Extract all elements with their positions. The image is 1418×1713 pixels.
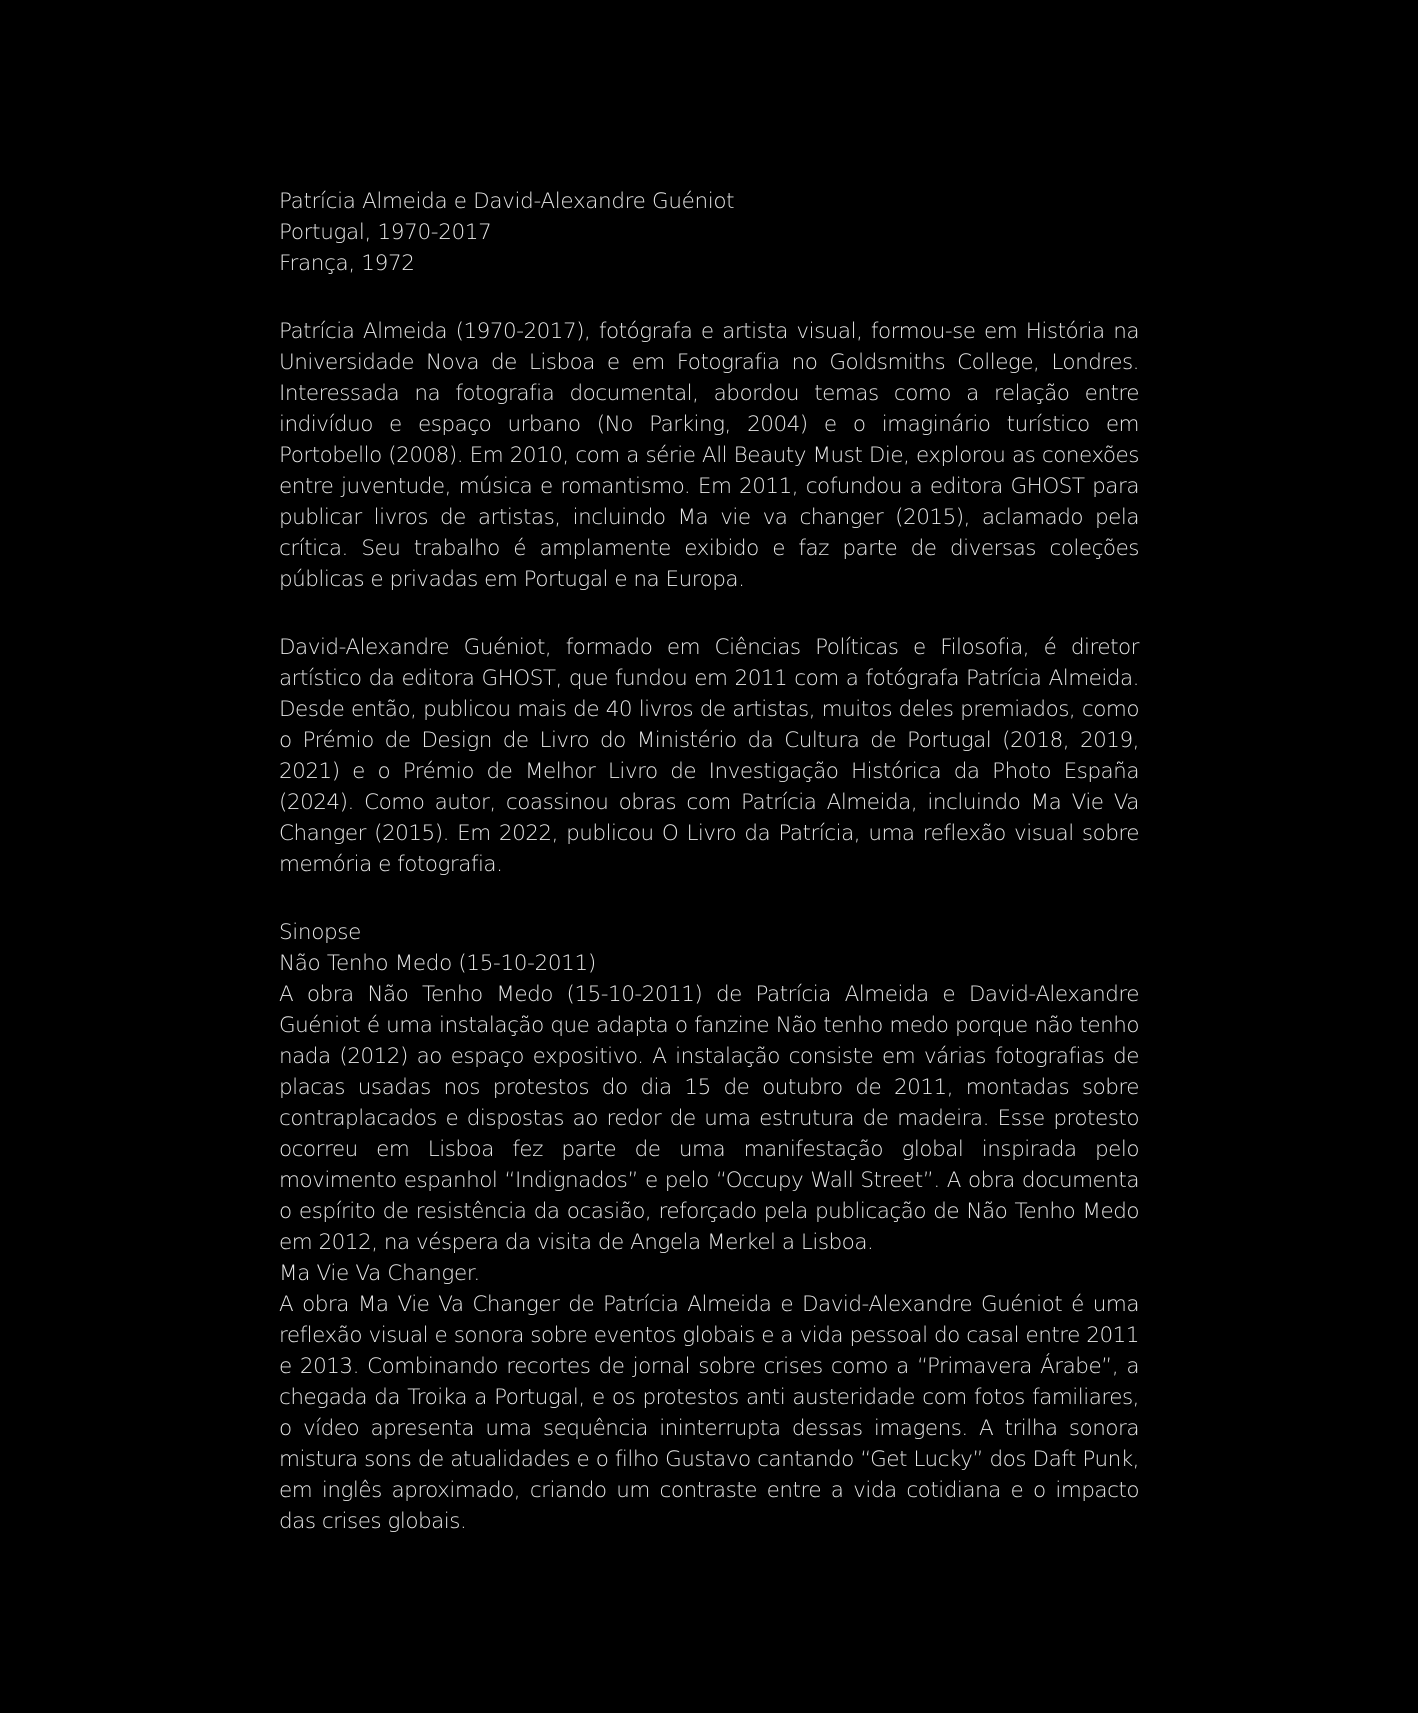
artist-names: Patrícia Almeida e David-Alexandre Guéniot	[279, 189, 735, 214]
work-description: A obra Ma Vie Va Changer de Patrícia Almeida e David-Alexandre Guéniot é uma reflexão visual e sonora sobre eventos globais e a vida pessoal do casal entre 2011 e 2013. Combinando recortes de jornal sobre crises como a “Primavera Árabe”, a chegada da Troika a Portugal, e os protestos anti austeridade com fotos familiares, o vídeo apresenta uma sequência ininterrupta dessas imagens. A trilha sonora mistura sons de atualidades e o filho Gustavo cantando “Get Lucky” dos Daft Punk, em inglês aproximado, criando um contraste entre a vida cotidiana e o impacto das crises globais.	[279, 1292, 1139, 1534]
work-title: Ma Vie Va Changer.	[279, 1261, 480, 1286]
document-body	[279, 186, 1139, 1537]
spacer	[279, 880, 1139, 917]
synopsis-section	[279, 917, 1139, 1537]
bio-patricia-paragraph: Patrícia Almeida (1970-2017), fotógrafa e artista visual, formou-se em História na Universidade Nova de Lisboa e em Fotografia no Goldsmiths College, Londres. Interessada na fotografia documental, abordou temas como a relação entre indivíduo e espaço urbano (No Parking, 2004) e o imaginário turístico em Portobello (2008). Em 2010, com a série All Beauty Must Die, explorou as conexões entre juventude, música e romantismo. Em 2011, cofundou a editora GHOST para publicar livros de artistas, incluindo Ma vie va changer (2015), aclamado pela crítica. Seu trabalho é amplamente exibido e faz parte de diversas coleções públicas e privadas em Portugal e na Europa.	[279, 319, 1139, 592]
bio-david-paragraph: David-Alexandre Guéniot, formado em Ciências Políticas e Filosofia, é diretor artístico da editora GHOST, que fundou em 2011 com a fotógrafa Patrícia Almeida. Desde então, publicou mais de 40 livros de artistas, muitos deles premiados, como o Prémio de Design de Livro do Ministério da Cultura de Portugal (2018, 2019, 2021) e o Prémio de Melhor Livro de Investigação Histórica da Photo España (2024). Como autor, coassinou obras com Patrícia Almeida, incluindo Ma Vie Va Changer (2015). Em 2022, publicou O Livro da Patrícia, uma reflexão visual sobre memória e fotografia.	[279, 635, 1139, 877]
work-description: A obra Não Tenho Medo (15-10-2011) de Patrícia Almeida e David-Alexandre Guéniot é uma instalação que adapta o fanzine Não tenho medo porque não tenho nada (2012) ao espaço expositivo. A instalação consiste em várias fotografias de placas usadas nos protestos do dia 15 de outubro de 2011, montadas sobre contraplacados e dispostas ao redor de uma estrutura de madeira. Esse protesto ocorreu em Lisboa fez parte de uma manifestação global inspirada pelo movimento espanhol “Indignados” e pelo “Occupy Wall Street”. A obra documenta o espírito de resistência da ocasião, reforçado pela publicação de Não Tenho Medo em 2012, na véspera da visita de Angela Merkel a Lisboa.	[279, 982, 1139, 1255]
artist-origin-france: França, 1972	[279, 251, 415, 276]
spacer	[279, 595, 1139, 632]
artist-origin-portugal: Portugal, 1970-2017	[279, 220, 492, 245]
work-title: Não Tenho Medo (15-10-2011)	[279, 951, 596, 976]
synopsis-heading: Sinopse	[279, 920, 362, 945]
spacer	[279, 279, 1139, 316]
artist-header	[279, 186, 1139, 279]
